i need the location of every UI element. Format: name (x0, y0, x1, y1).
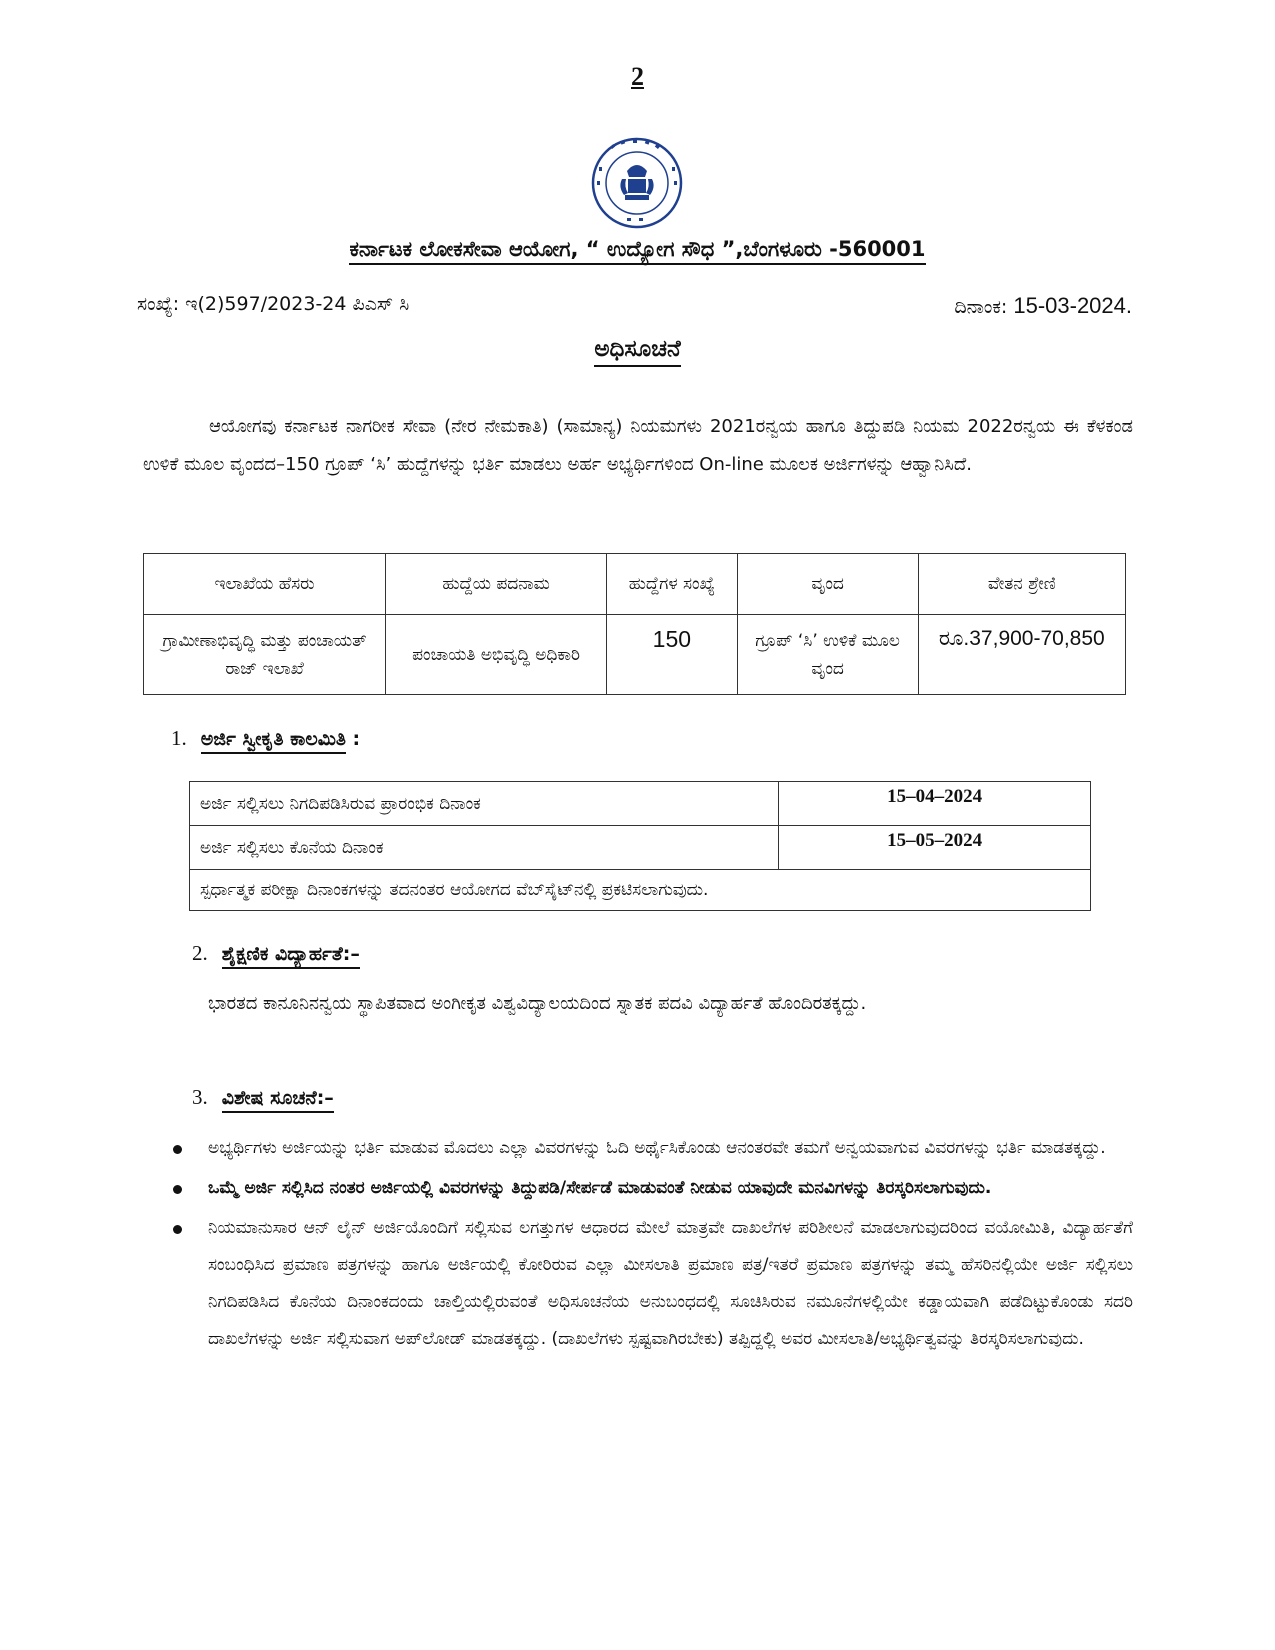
header-post-count: ಹುದ್ದೆಗಳ ಸಂಖ್ಯೆ (607, 554, 738, 615)
bullet-icon (173, 1145, 182, 1154)
organization-address: ಕರ್ನಾಟಕ ಲೋಕಸೇವಾ ಆಯೋಗ, “ ಉದ್ಯೋಗ ಸೌಧ ”,ಬೆಂಗಳೂರು -560001 (0, 237, 1275, 262)
table-row (190, 870, 1091, 911)
table-header-row (144, 554, 1126, 615)
header-designation: ಹುದ್ದೆಯ ಪದನಾಮ (386, 554, 607, 615)
table-row (190, 782, 1091, 826)
section-1-heading: 1. ಅರ್ಜಿ ಸ್ವೀಕೃತಿ ಕಾಲಮಿತಿ : (171, 726, 360, 751)
bullet-icon (173, 1225, 182, 1234)
list-item: ನಿಯಮಾನುಸಾರ ಆನ್ ಲೈನ್ ಅರ್ಜಿಯೊಂದಿಗೆ ಸಲ್ಲಿಸುವ ಲಗತ್ತುಗಳ ಆಧಾರದ ಮೇಲೆ ಮಾತ್ರವೇ ದಾಖಲೆಗಳ ಪರಿಶೀಲನೆ ಮಾಡಲಾಗುವುದರಿಂದ ವಯೋಮಿತಿ, ವಿದ್ಯಾರ್ಹತೆಗೆ ಸಂಬಂಧಿಸಿದ ಪ್ರಮಾಣ ಪತ್ರಗಳನ್ನು ಹಾಗೂ ಅರ್ಜಿಯಲ್ಲಿ ಕೋರಿರುವ ಎಲ್ಲಾ ಮೀಸಲಾತಿ ಪ್ರಮಾಣ ಪತ್ರ/ಇತರೆ ಪ್ರಮಾಣ ಪತ್ರಗಳನ್ನು ತಮ್ಮ ಹೆಸರಿನಲ್ಲಿಯೇ ಅರ್ಜಿ ಸಲ್ಲಿಸಲು ನಿಗದಿಪಡಿಸಿದ ಕೊನೆಯ ದಿನಾಂಕದಂದು ಚಾಲ್ತಿಯಲ್ಲಿರುವಂತೆ ಅಧಿಸೂಚನೆಯ ಅನುಬಂಧದಲ್ಲಿ ಸೂಚಿಸಿರುವ ನಮೂನೆಗಳಲ್ಲಿಯೇ ಕಡ್ಡಾಯವಾಗಿ ಪಡೆದಿಟ್ಟುಕೊಂಡು ಸದರಿ ದಾಖಲೆಗಳನ್ನು ಅರ್ಜಿ ಸಲ್ಲಿಸುವಾಗ ಅಪ್‌ಲೋಡ್ ಮಾಡತಕ್ಕದ್ದು. (ದಾಖಲೆಗಳು ಸ್ಪಷ್ಟವಾಗಿರಬೇಕು) ತಪ್ಪಿದ್ದಲ್ಲಿ ಅವರ ಮೀಸಲಾತಿ/ಅಭ್ಯರ್ಥಿತ್ವವನ್ನು ತಿರಸ್ಕರಿಸಲಾಗುವುದು. (167, 1210, 1133, 1358)
notification-date: ದಿನಾಂಕ: 15-03-2024. (954, 293, 1132, 318)
list-item: ಅಭ್ಯರ್ಥಿಗಳು ಅರ್ಜಿಯನ್ನು ಭರ್ತಿ ಮಾಡುವ ಮೊದಲು ಎಲ್ಲಾ ವಿವರಗಳನ್ನು ಓದಿ ಅರ್ಥೈಸಿಕೊಂಡು ಆನಂತರವೇ ತಮಗೆ ಅನ್ವಯವಾಗುವ ವಿವರಗಳನ್ನು ಭರ್ತಿ ಮಾಡತಕ್ಕದ್ದು. (167, 1130, 1133, 1167)
start-date-label: ಅರ್ಜಿ ಸಲ್ಲಿಸಲು ನಿಗದಿಪಡಿಸಿರುವ ಪ್ರಾರಂಭಿಕ ದಿನಾಂಕ (190, 782, 779, 826)
bullet-icon (173, 1185, 182, 1194)
last-date-value: 15–05–2024 (779, 826, 1091, 870)
document-title: ಅಧಿಸೂಚನೆ (0, 336, 1275, 362)
cell-pay-scale: ರೂ.37,900-70,850 (918, 615, 1125, 695)
list-item: ಒಮ್ಮೆ ಅರ್ಜಿ ಸಲ್ಲಿಸಿದ ನಂತರ ಅರ್ಜಿಯಲ್ಲಿ ವಿವರಗಳನ್ನು ತಿದ್ದುಪಡಿ/ಸೇರ್ಪಡೆ ಮಾಡುವಂತೆ ನೀಡುವ ಯಾವುದೇ ಮನವಿಗಳನ್ನು ತಿರಸ್ಕರಿಸಲಾಗುವುದು. (167, 1170, 1133, 1207)
cell-department: ಗ್ರಾಮೀಣಾಭಿವೃದ್ಧಿ ಮತ್ತು ಪಂಚಾಯತ್ ರಾಜ್ ಇಲಾಖೆ (144, 615, 386, 695)
start-date-value: 15–04–2024 (779, 782, 1091, 826)
header-department: ಇಲಾಖೆಯ ಹೆಸರು (144, 554, 386, 615)
cell-cadre: ಗ್ರೂಪ್ ‘ಸಿ’ ಉಳಿಕೆ ಮೂಲ ವೃಂದ (737, 615, 918, 695)
reference-number: ಸಂಖ್ಯೆ: ಇ(2)597/2023-24 ಪಿಎಸ್ ಸಿ (137, 293, 410, 315)
page-number: 2 (631, 62, 644, 91)
cell-designation: ಪಂಚಾಯತಿ ಅಭಿವೃದ್ಧಿ ಅಧಿಕಾರಿ (386, 615, 607, 695)
application-dates-table (189, 781, 1091, 911)
kpsc-seal-icon (591, 137, 683, 229)
special-instructions-list (167, 1130, 1133, 1361)
table-row (190, 826, 1091, 870)
header-pay-scale: ವೇತನ ಶ್ರೇಣಿ (918, 554, 1125, 615)
section-2-heading: 2. ಶೈಕ್ಷಣಿಕ ವಿದ್ಯಾರ್ಹತೆ:– (192, 941, 360, 966)
cell-post-count: 150 (607, 615, 738, 695)
qualification-text: ಭಾರತದ ಕಾನೂನಿನನ್ವಯ ಸ್ಥಾಪಿತವಾದ ಅಂಗೀಕೃತ ವಿಶ್ವವಿದ್ಯಾಲಯದಿಂದ ಸ್ನಾತಕ ಪದವಿ ವಿದ್ಯಾರ್ಹತೆ ಹೊಂದಿರತಕ್ಕದ್ದು. (208, 993, 867, 1014)
table-row (144, 615, 1126, 695)
header-cadre: ವೃಂದ (737, 554, 918, 615)
last-date-label: ಅರ್ಜಿ ಸಲ್ಲಿಸಲು ಕೊನೆಯ ದಿನಾಂಕ (190, 826, 779, 870)
intro-paragraph: ಆಯೋಗವು ಕರ್ನಾಟಕ ನಾಗರೀಕ ಸೇವಾ (ನೇರ ನೇಮಕಾತಿ) (ಸಾಮಾನ್ಯ) ನಿಯಮಗಳು 2021ರನ್ವಯ ಹಾಗೂ ತಿದ್ದುಪಡಿ ನಿಯಮ 2022ರನ್ವಯ ಈ ಕೆಳಕಂಡ ಉಳಿಕೆ ಮೂಲ ವೃಂದದ–150 ಗ್ರೂಪ್ ‘ಸಿ’ ಹುದ್ದೆಗಳನ್ನು ಭರ್ತಿ ಮಾಡಲು ಅರ್ಹ ಅಭ್ಯರ್ಥಿಗಳಿಂದ On-line ಮೂಲಕ ಅರ್ಜಿಗಳನ್ನು ಆಹ್ವಾನಿಸಿದೆ. (143, 416, 1133, 475)
section-3-heading: 3. ವಿಶೇಷ ಸೂಚನೆ:– (192, 1085, 334, 1110)
exam-date-note: ಸ್ಪರ್ಧಾತ್ಮಕ ಪರೀಕ್ಷಾ ದಿನಾಂಕಗಳನ್ನು ತದನಂತರ ಆಯೋಗದ ವೆಬ್‌ಸೈಟ್‌ನಲ್ಲಿ ಪ್ರಕಟಿಸಲಾಗುವುದು. (190, 870, 1091, 911)
posts-table (143, 553, 1126, 695)
